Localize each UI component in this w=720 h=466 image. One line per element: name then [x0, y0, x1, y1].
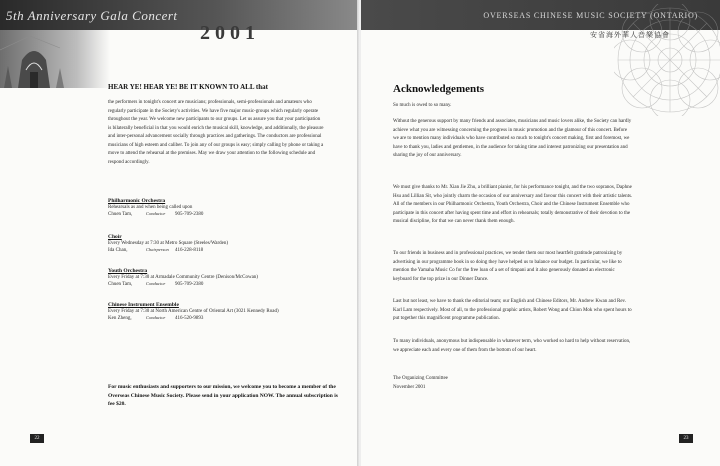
contact-name: Chuen Tam,: [108, 212, 133, 217]
group-schedule: Every Friday at 7:30 at North American Centre of Oriental Art (3021 Kennedy Road): [108, 308, 279, 314]
concert-hall-photo: [0, 30, 110, 88]
group-title: Choir: [108, 234, 122, 240]
contact-phone: 416-520-9893: [175, 316, 204, 321]
announcement-heading: HEAR YE! HEAR YE! BE IT KNOWN TO ALL that: [108, 83, 268, 91]
group-schedule: Rehearsals as and when being called upon: [108, 204, 193, 210]
contact-role: Chairperson: [146, 247, 169, 252]
society-name: OVERSEAS CHINESE MUSIC SOCIETY (ONTARIO): [483, 11, 698, 20]
left-page: [0, 0, 359, 466]
signature-date: November 2001: [393, 385, 426, 390]
contact-phone: 905-709-2380: [175, 282, 204, 287]
group-schedule: Every Friday at 7:30 at Armadale Community Centre (Denison/McCowan): [108, 274, 258, 280]
ack-paragraph: Last but not least, we have to thank the editorial team; our English and Chinese Editors, Mr. Andrew Kwan and Rev. Karl Lam respectively. Most of all, to the professional graphic artists, Robert Wong and Chion Mok who spent hours to put together this magnificent programme publication.: [393, 299, 632, 321]
group-contact: [108, 281, 338, 289]
rosette-ornament: [614, 4, 720, 116]
right-page: [361, 0, 720, 466]
group-philharmonic: [108, 198, 338, 219]
group-instrument-ensemble: [108, 302, 338, 323]
page-number-left: 22: [30, 434, 44, 443]
intro-paragraph: the performers in tonight's concert are musicians; professionals, semi-professionals and amateurs who regularly participate in the Society's activities. We have five major music-groups which regularly operate throughout the year. We welcome new participants to our groups. Let us assure you that your participation is bilaterally beneficial in that you would enrich the musical skill, knowledge, and additionally, the pleasure and inter-personal advancement socially through practices and gatherings. The conductors are professional musicians of high esteem and caliber. To join any of our groups is easy; simply calling by phone or taking a move to attend the rehearsal at the premises. May we draw your attention to the following schedule and respond accordingly.: [108, 100, 324, 165]
group-contact: [108, 315, 338, 323]
ack-paragraph: To many individuals, anonymous but indispensable in whatever term, who worked so hard to help without reservation, we appreciate each and every one of them from the bottom of our heart.: [393, 339, 631, 353]
society-name-chinese: 安省海外華人音樂協會: [590, 31, 670, 39]
acknowledgements-heading: Acknowledgements: [393, 83, 485, 95]
gala-year: 2001: [200, 22, 260, 44]
contact-name: Ken Zheng,: [108, 316, 132, 321]
contact-phone: 905-709-2380: [175, 212, 204, 217]
gala-title: 5th Anniversary Gala Concert: [6, 8, 178, 23]
group-choir: [108, 234, 338, 255]
ack-paragraph: To our friends in business and in professional practices, we tender them our most heartfelt gratitude patronizing by advertising in our programme book in so doing they have helped us to balance our budget. In particular, we like to mention the Yamaha Music Co for the free loan of a set of timpani and it also generously donated an electronic keyboard for the top prize in our Dinner Dance.: [393, 251, 623, 282]
ack-paragraph: So much is owed to so many.: [393, 103, 452, 108]
group-contact: [108, 211, 338, 219]
group-title: Youth Orchestra: [108, 268, 148, 274]
ack-paragraph: We must give thanks to Mr. Xian Jie Zhu, a brilliant pianist, for his performance tonight, and the two sopranos, Daphne Hsu and Lillian Sit, who jointly charm the occasion of our anniversary and favour this concert with their artistic talents. All of the members in our Philharmonic Orchestra, Youth Orchestra, Choir and the Chinese Instrument Ensemble who participate in this concert after having spent time and effort in rehearsals; totally demonstrative of their devotion to the musical discipline, for that we can never thank them enough.: [393, 185, 633, 224]
contact-role: Conductor: [146, 315, 166, 320]
contact-name: Ida Chan,: [108, 248, 128, 253]
contact-phone: 416-228-8118: [175, 248, 204, 253]
group-contact: [108, 247, 338, 255]
page-number-right: 23: [679, 434, 693, 443]
group-title: Chinese Instrument Ensemble: [108, 302, 179, 308]
signature: The Organizing Committee: [393, 376, 448, 381]
group-youth-orchestra: [108, 268, 338, 289]
contact-role: Conductor: [146, 281, 166, 286]
group-schedule: Every Wednesday at 7:30 at Metro Square (Steeles/Warden): [108, 240, 229, 246]
group-title: Philharmonic Orchestra: [108, 198, 166, 204]
contact-role: Conductor: [146, 211, 166, 216]
membership-note: For music enthusiasts and supporters to our mission, we welcome you to become a member of the Overseas Chinese Music Society. Please send in your application NOW. The annual subscription is fee $20.: [108, 384, 338, 407]
ack-paragraph: Without the generous support by many friends and associates, musicians and music lovers alike, the Society can hardly achieve what you are witnessing concerning the progress in music promotion and the glamour of this concert. Before we are to mention many individuals who have contributed so much to tonight's concert making, first and foremost, we have to thank you, ladies and gentlemen, in the audience for taking time and interest patronizing our presentation and sharing the joy of our anniversary.: [393, 119, 632, 158]
contact-name: Chuen Tam,: [108, 282, 133, 287]
